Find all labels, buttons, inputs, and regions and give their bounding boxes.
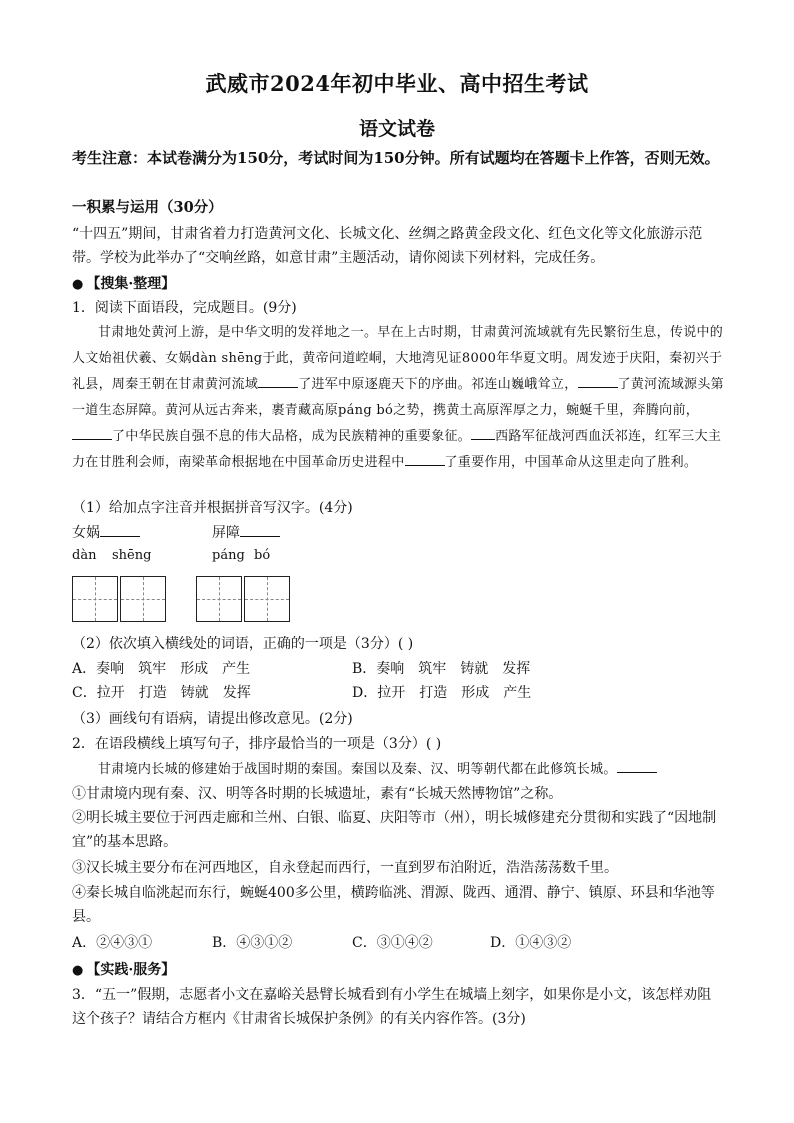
grid-cell[interactable]: [196, 576, 242, 622]
option-d[interactable]: D．拉开 打造 形成 产生: [352, 685, 532, 701]
q2-passage-text: 甘肃境内长城的修建始于战国时期的秦国。秦国以及秦、汉、明等朝代都在此修筑长城。: [98, 762, 617, 777]
fill-blank-1: [258, 373, 298, 388]
fill-blank-4: [471, 425, 495, 440]
q1-sub3: （3）画线句有语病，请提出修改意见。(2分): [72, 711, 353, 727]
word-label: 女娲: [72, 525, 100, 541]
option-d[interactable]: D．①④③②: [490, 935, 572, 951]
q2-options: [72, 932, 724, 956]
bullet-icon: ●: [72, 963, 84, 978]
q2-stem: 2．在语段横线上填写句子，排序最恰当的一项是（3分）( ): [72, 736, 442, 752]
option-c[interactable]: C．拉开 打造 铸就 发挥: [72, 685, 251, 701]
sentence-1: ①甘肃境内现有秦、汉、明等各时期的长城遗址，素有“长城天然博物馆”之称。: [72, 786, 563, 802]
grid-cell[interactable]: [72, 576, 118, 622]
passage-part-4: 了中华民族自强不息的伟大品格，成为民族精神的重要象征。: [112, 429, 472, 444]
q1-sub2: （2）依次填入横线处的词语，正确的一项是（3分）( ): [72, 636, 414, 652]
fill-blank-q2: [617, 758, 657, 773]
q2-passage: [72, 757, 724, 783]
fill-blank-2: [578, 373, 618, 388]
pinyin-bo: bó: [254, 548, 271, 563]
answer-blank: [100, 522, 140, 537]
answer-blank: [240, 522, 280, 537]
passage-part-1: 甘肃地处黄河上游，是中华文明的发祥地之一。早在上古时期，甘肃黄河流域就有先民繁衍生息，传说中的人文始祖伏羲、女娲dàn shēng于此，黄帝问道崆峒，大地湾见证8000年华夏文明。周发迹于庆阳，秦初兴于礼县，周秦王朝在甘肃黄河流域: [72, 325, 724, 392]
pinyin-sheng: shēng: [112, 548, 152, 563]
pinyin-dan: dàn: [72, 548, 97, 563]
grid-cell[interactable]: [244, 576, 290, 622]
option-b[interactable]: B．奏响 筑牢 铸就 发挥: [352, 661, 531, 677]
intro-text: “十四五”期间，甘肃省着力打造黄河文化、长城文化、丝绸之路黄金段文化、红色文化等文化旅游示范带。学校为此举办了“交响丝路，如意甘肃”主题活动，请你阅读下列材料，完成任务。: [72, 226, 703, 266]
q1-sub1: （1）给加点字注音并根据拼音写汉字。(4分): [72, 500, 353, 516]
passage-part-2: 了进军中原逐鹿天下的序曲。祁连山巍峨耸立，: [298, 377, 578, 392]
candidate-notice: 考生注意：本试卷满分为150分，考试时间为150分钟。所有试题均在答题卡上作答，否则无效。: [72, 149, 720, 167]
word-pingzhang: [212, 522, 280, 542]
passage-part-5: 西路军征战河西血沃祁连，红军三大主力在甘胜利会师，南梁革命根据地在中国革命历史进程中: [72, 429, 722, 470]
word-nvwa: [72, 522, 140, 542]
q1-passage: [72, 320, 724, 476]
option-c[interactable]: C．③①④②: [352, 935, 433, 951]
q1-options: [72, 658, 724, 706]
grid-cell[interactable]: [120, 576, 166, 622]
passage-part-6: 了重要作用，中国革命从这里走向了胜利。: [444, 455, 698, 470]
passage-part-3: 了黄河流域源头第一道生态屏障。黄河从远古奔来，裹青藏高原páng bó之势，携黄土高原浑厚之力，蜿蜒千里，奔腾向前，: [72, 377, 724, 418]
word-label: 屏障: [212, 525, 240, 541]
bullet-icon: ●: [72, 277, 84, 292]
tag-collect-organize: [72, 272, 724, 297]
option-b[interactable]: B．④③①②: [212, 935, 293, 951]
option-a[interactable]: A．奏响 筑牢 形成 产生: [72, 661, 251, 677]
q3-stem: 3．“五一”假期，志愿者小文在嘉峪关悬臂长城看到有小学生在城墙上刻字，如果你是小文，该怎样劝阻这个孩子？请结合方框内《甘肃省长城保护条例》的有关内容作答。(3分): [72, 987, 712, 1027]
fill-blank-5: [405, 451, 445, 466]
q1-stem: 1．阅读下面语段，完成题目。(9分): [72, 300, 297, 316]
section-heading: 一积累与运用（30分）: [72, 199, 223, 216]
exam-subtitle: 语文试卷: [358, 118, 435, 140]
tag-label: 【搜集·整理】: [86, 276, 176, 292]
option-a[interactable]: A．②④③①: [72, 935, 153, 951]
pinyin-pang: páng: [212, 548, 245, 563]
exam-title: 武威市2024年初中毕业、高中招生考试: [205, 71, 589, 96]
fill-blank-3: [72, 425, 112, 440]
section-intro: [72, 222, 724, 270]
sentence-2: ②明长城主要位于河西走廊和兰州、白银、临夏、庆阳等市（州），明长城修建充分贯彻和实践了“因地制宜”的基本思路。: [72, 810, 717, 850]
tag-label: 【实践·服务】: [86, 962, 176, 978]
tag-practice-service: [72, 958, 724, 983]
sentence-4: ④秦长城自临洮起而东行，蜿蜒400多公里，横跨临洮、渭源、陇西、通渭、静宁、镇原、环县和华池等县。: [72, 885, 715, 925]
sentence-3: ③汉长城主要分布在河西地区，自永登起而西行，一直到罗布泊附近，浩浩荡荡数千里。: [72, 860, 618, 876]
